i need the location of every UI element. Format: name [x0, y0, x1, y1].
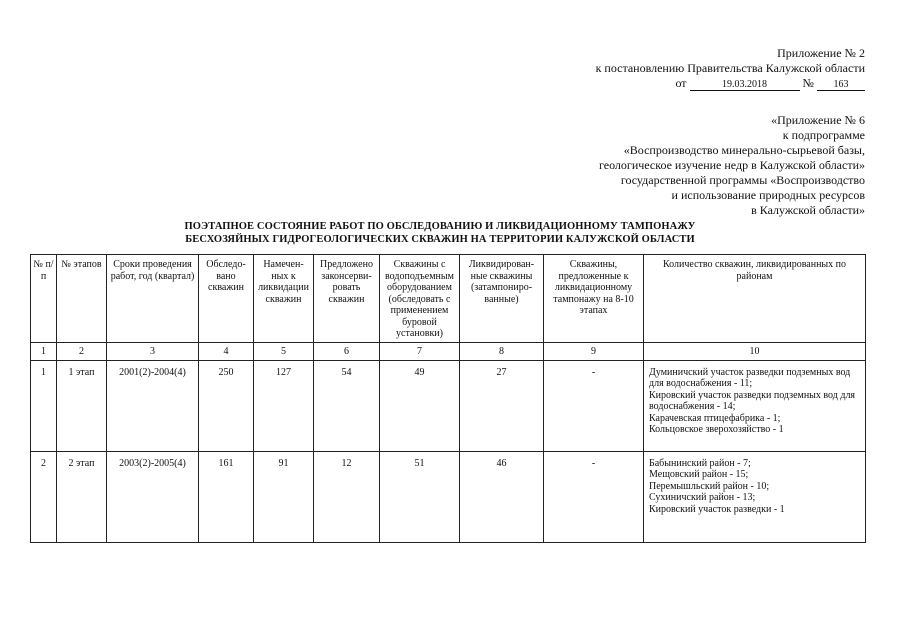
- column-number: 10: [644, 342, 866, 360]
- resolution-number: 163: [817, 79, 865, 91]
- column-header: Ликвидирован- ные скважины (затампониро- ванные): [460, 255, 544, 343]
- column-header: Предложено законсерви- ровать скважин: [314, 255, 380, 343]
- column-number: 2: [57, 342, 107, 360]
- proposed-cell: -: [544, 360, 644, 451]
- district-entry: Мещовский район - 15;: [649, 469, 749, 480]
- column-number: 1: [31, 342, 57, 360]
- appendix-6-line: «Приложение № 6: [771, 113, 865, 127]
- wells-table: [30, 254, 866, 543]
- surveyed-cell: 161: [199, 451, 254, 542]
- planned-cell: 127: [254, 360, 314, 451]
- appendix-6-line: геологическое изучение недр в Калужской области»: [598, 158, 865, 172]
- equipment-cell: 49: [380, 360, 460, 451]
- table-row: [31, 451, 866, 542]
- district-entry: Кировский участок разведки подземных вод для водоснабжения - 14;: [649, 389, 856, 412]
- number-prefix: №: [802, 76, 814, 90]
- appendix-2-block: [445, 46, 865, 91]
- appendix-6-line: к подпрограмме: [782, 128, 865, 142]
- document-title: [150, 220, 730, 246]
- appendix-2-title: Приложение № 2: [777, 46, 865, 60]
- district-entry: Кольцовское зверохозяйство - 1: [649, 424, 784, 435]
- appendix-6-line: в Калужской области»: [751, 203, 865, 217]
- stage-cell: 2 этап: [57, 451, 107, 542]
- district-entry: Думиничский участок разведки подземных вод для водоснабжения - 11;: [649, 366, 851, 389]
- conserve-cell: 54: [314, 360, 380, 451]
- appendix-6-line: и использование природных ресурсов: [671, 188, 865, 202]
- stage-cell: 1 этап: [57, 360, 107, 451]
- appendix-6-line: «Воспроизводство минерально-сырьевой базы,: [623, 143, 865, 157]
- liquidated-cell: 46: [460, 451, 544, 542]
- column-header: Скважины с водоподъемным оборудованием (обследовать с применением буровой установки): [380, 255, 460, 343]
- column-header: № п/п: [31, 255, 57, 343]
- district-entry: Сухиничский район - 13;: [649, 492, 756, 503]
- district-entry: Перемышльский район - 10;: [649, 480, 770, 492]
- period-cell: 2001(2)-2004(4): [107, 360, 199, 451]
- equipment-cell: 51: [380, 451, 460, 542]
- row-number: 1: [31, 360, 57, 451]
- resolution-date: 19.03.2018: [690, 79, 800, 91]
- district-entry: Карачевская птицефабрика - 1;: [649, 412, 781, 424]
- district-entry: Бабынинский район - 7;: [649, 457, 751, 469]
- column-number: 4: [199, 342, 254, 360]
- column-header: Количество скважин, ликвидированных по районам: [644, 255, 866, 343]
- column-header: Сроки проведения работ, год (квартал): [107, 255, 199, 343]
- districts-cell: [644, 360, 866, 451]
- surveyed-cell: 250: [199, 360, 254, 451]
- date-prefix: от: [675, 76, 687, 90]
- column-header: Обследо- вано скважин: [199, 255, 254, 343]
- document-title-line-1: ПОЭТАПНОЕ СОСТОЯНИЕ РАБОТ ПО ОБСЛЕДОВАНИЮ И ЛИКВИДАЦИОННОМУ ТАМПОНАЖУ: [184, 221, 696, 232]
- appendix-2-date-line: [445, 76, 865, 91]
- period-cell: 2003(2)-2005(4): [107, 451, 199, 542]
- appendix-6-line: государственной программы «Воспроизводство: [620, 173, 865, 187]
- column-number: 3: [107, 342, 199, 360]
- column-number: 8: [460, 342, 544, 360]
- column-number: 5: [254, 342, 314, 360]
- row-number: 2: [31, 451, 57, 542]
- column-number: 9: [544, 342, 644, 360]
- district-entry: Кировский участок разведки - 1: [649, 503, 785, 515]
- header-row: [31, 255, 866, 343]
- column-header: Скважины, предложенные к ликвидационному тампонажу на 8-10 этапах: [544, 255, 644, 343]
- column-number: 7: [380, 342, 460, 360]
- planned-cell: 91: [254, 451, 314, 542]
- column-number-row: [31, 342, 866, 360]
- appendix-6-block: [445, 113, 865, 218]
- document-title-line-2: БЕСХОЗЯЙНЫХ ГИДРОГЕОЛОГИЧЕСКИХ СКВАЖИН НА ТЕРРИТОРИИ КАЛУЖСКОЙ ОБЛАСТИ: [185, 234, 695, 245]
- column-header: Намечен- ных к ликвидации скважин: [254, 255, 314, 343]
- table-row: [31, 360, 866, 451]
- districts-cell: [644, 451, 866, 542]
- column-number: 6: [314, 342, 380, 360]
- conserve-cell: 12: [314, 451, 380, 542]
- proposed-cell: -: [544, 451, 644, 542]
- liquidated-cell: 27: [460, 360, 544, 451]
- appendix-2-resolution: к постановлению Правительства Калужской области: [595, 61, 865, 75]
- column-header: № этапов: [57, 255, 107, 343]
